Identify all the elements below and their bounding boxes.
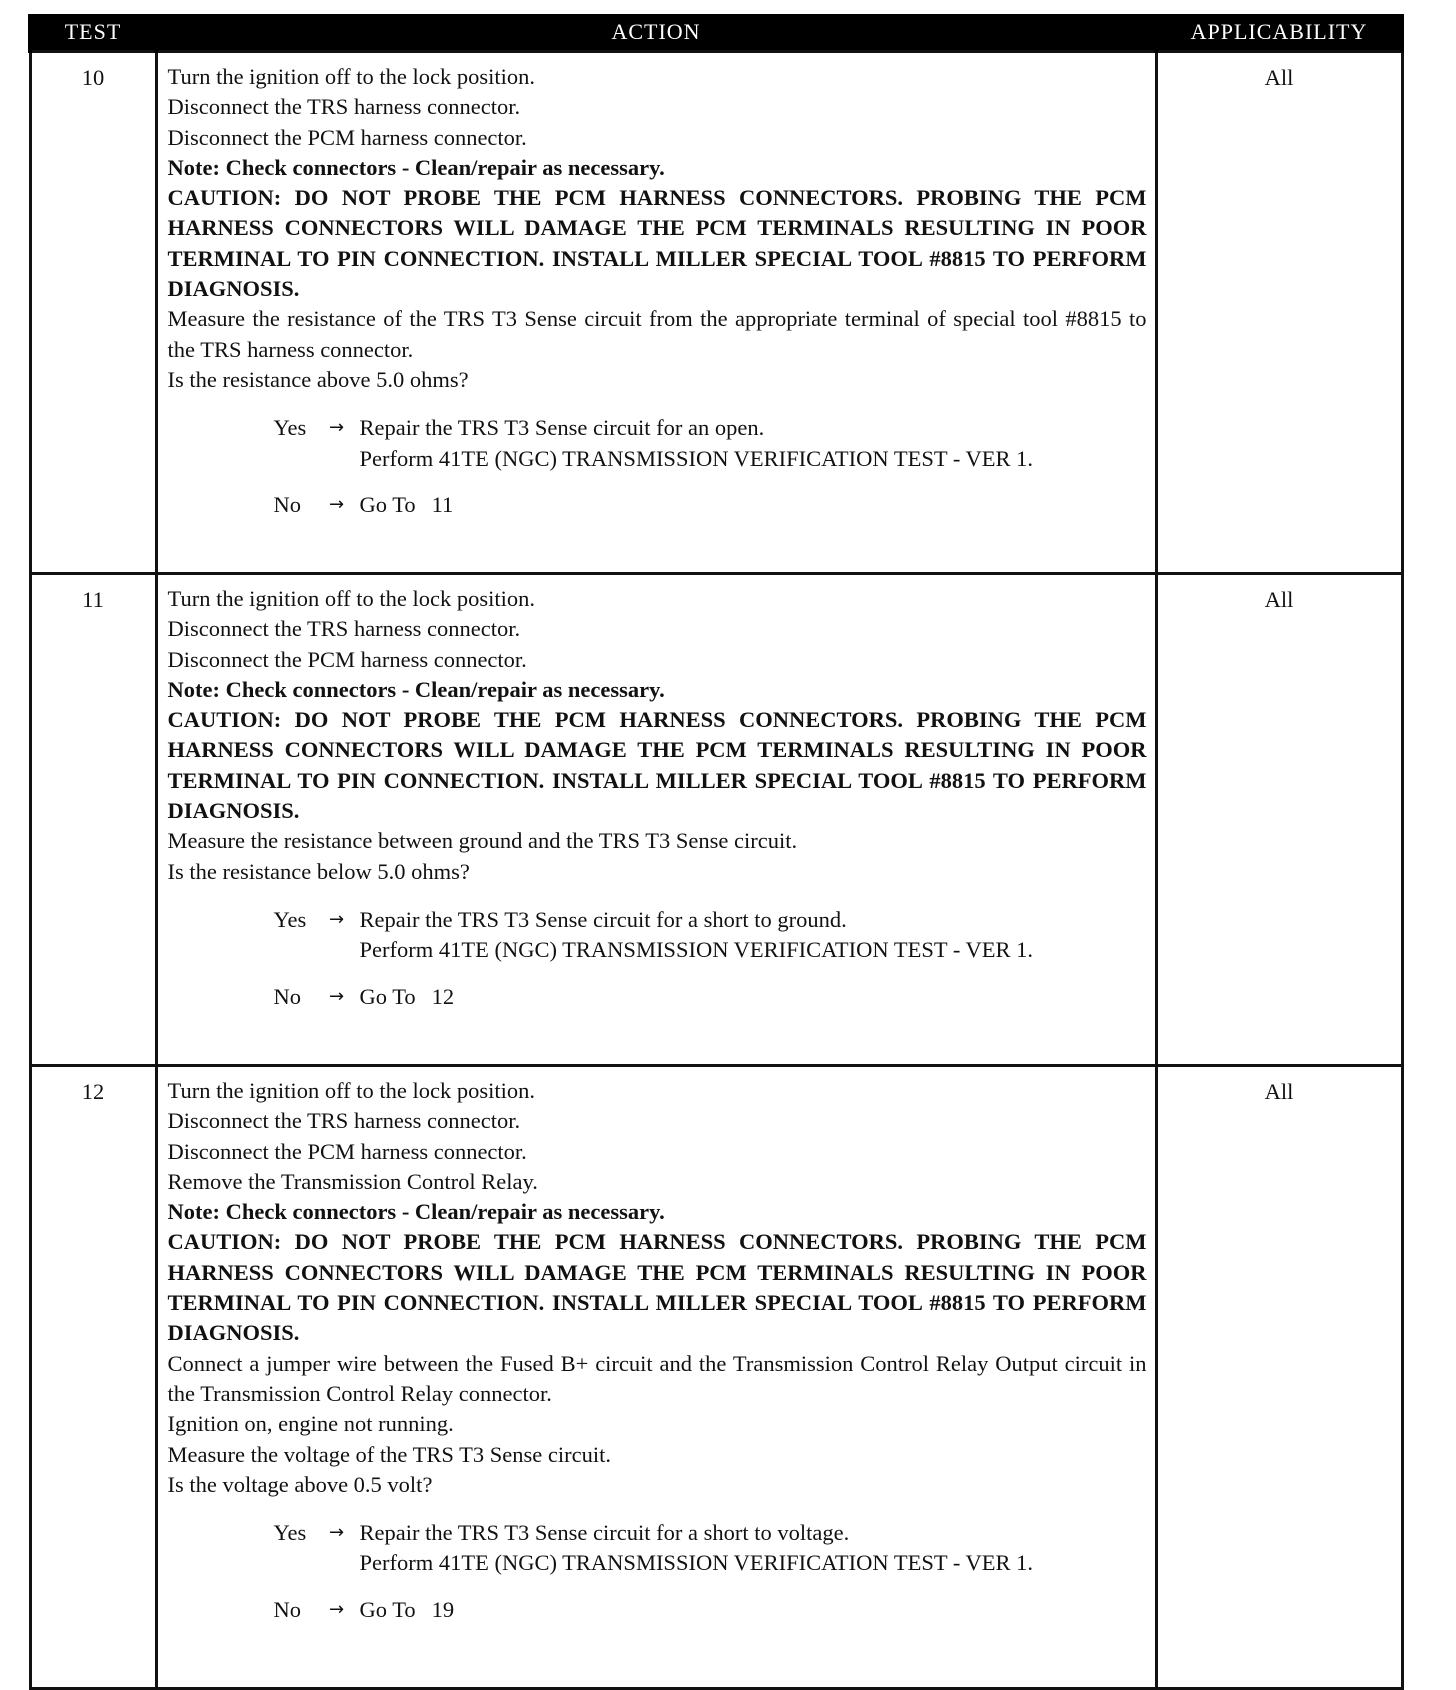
yes-action-repair: Repair the TRS T3 Sense circuit for an open. [359,415,765,441]
step-text: Disconnect the PCM harness connector. [167,646,527,672]
applicability-cell: All [1156,574,1402,1066]
right-arrow-icon: → [328,493,345,515]
goto-text [360,982,1147,1012]
goto-label: Go To [359,491,416,517]
caution-text: CAUTION: DO NOT PROBE THE PCM HARNESS CONNECTORS. PROBING THE PCM HARNESS CONNECTORS WILL DAMAGE THE PCM TERMINALS RESULTING IN POOR TERMINAL TO PIN CONNECTION. INSTALL MILLER SPECIAL TOOL #8815 TO PERFORM DIAGNOSIS. [167,707,1147,824]
yes-action [360,413,1147,474]
question-text: Is the voltage above 0.5 volt? [167,1471,433,1497]
no-label: No [273,983,301,1009]
goto-label: Go To [359,1596,416,1622]
step-text: Disconnect the TRS harness connector. [167,94,521,120]
no-label: No [273,491,301,517]
yes-branch [274,413,1147,474]
step-text: Disconnect the TRS harness connector. [167,616,521,642]
step-text: Turn the ignition off to the lock position. [167,586,536,611]
yes-action-verify: Perform 41TE (NGC) TRANSMISSION VERIFICATION TEST - VER 1. [359,937,1034,963]
yes-label: Yes [273,1520,307,1546]
action-cell [156,1066,1156,1689]
test-number: 12 [30,1066,156,1689]
table-row [30,574,1402,1066]
yes-label: Yes [273,415,307,441]
action-cell [156,574,1156,1066]
yes-action [360,1518,1147,1579]
goto-test-link[interactable]: 11 [431,491,454,517]
applicability-cell: All [1156,1066,1402,1689]
no-branch [274,1595,1147,1625]
table-row [30,1066,1402,1689]
measure-text: Measure the voltage of the TRS T3 Sense circuit. [167,1441,611,1467]
applicability-cell: All [1156,52,1402,574]
no-branch [274,490,1147,520]
no-branch [274,982,1147,1012]
action-cell [156,52,1156,574]
test-number: 11 [30,574,156,1066]
yes-action-repair: Repair the TRS T3 Sense circuit for a short to voltage. [359,1520,850,1546]
no-label: No [273,1596,301,1622]
header-applicability: APPLICABILITY [1156,14,1402,52]
right-arrow-icon: → [328,985,345,1007]
yes-branch [274,1518,1147,1579]
measure-text: Measure the resistance of the TRS T3 Sense circuit from the appropriate terminal of special tool #8815 to the TRS harness connector. [167,306,1147,362]
measure-text: Measure the resistance between ground and the TRS T3 Sense circuit. [167,828,798,854]
note-text: Note: Check connectors - Clean/repair as necessary. [167,1199,665,1225]
jumper-text: Connect a jumper wire between the Fused B+ circuit and the Transmission Control Relay Output circuit in the Transmission Control Relay connector. [167,1350,1147,1406]
caution-text: CAUTION: DO NOT PROBE THE PCM HARNESS CONNECTORS. PROBING THE PCM HARNESS CONNECTORS WILL DAMAGE THE PCM TERMINALS RESULTING IN POOR TERMINAL TO PIN CONNECTION. INSTALL MILLER SPECIAL TOOL #8815 TO PERFORM DIAGNOSIS. [167,185,1147,302]
caution-text: CAUTION: DO NOT PROBE THE PCM HARNESS CONNECTORS. PROBING THE PCM HARNESS CONNECTORS WILL DAMAGE THE PCM TERMINALS RESULTING IN POOR TERMINAL TO PIN CONNECTION. INSTALL MILLER SPECIAL TOOL #8815 TO PERFORM DIAGNOSIS. [167,1229,1147,1346]
header-test: TEST [30,14,156,52]
yes-action-verify: Perform 41TE (NGC) TRANSMISSION VERIFICATION TEST - VER 1. [359,445,1034,471]
diagnostic-test-table [28,14,1404,1690]
step-text: Disconnect the TRS harness connector. [167,1108,521,1134]
step-text: Disconnect the PCM harness connector. [167,1138,527,1164]
ignition-text: Ignition on, engine not running. [167,1411,454,1437]
note-text: Note: Check connectors - Clean/repair as necessary. [167,676,665,702]
note-text: Note: Check connectors - Clean/repair as necessary. [167,154,665,180]
goto-label: Go To [359,983,416,1009]
goto-text [360,1595,1147,1625]
goto-test-link[interactable]: 12 [431,983,455,1009]
test-number: 10 [30,52,156,574]
step-text: Turn the ignition off to the lock position. [167,64,536,89]
table-header-row [30,14,1402,52]
step-text: Turn the ignition off to the lock position. [167,1078,536,1103]
goto-text [360,490,1147,520]
header-action: ACTION [156,14,1156,52]
right-arrow-icon: → [328,417,345,439]
question-text: Is the resistance above 5.0 ohms? [167,366,469,392]
right-arrow-icon: → [328,1598,345,1620]
goto-test-link[interactable]: 19 [431,1596,455,1622]
table-row [30,52,1402,574]
right-arrow-icon: → [328,1522,345,1544]
step-text: Disconnect the PCM harness connector. [167,124,527,150]
yes-action-repair: Repair the TRS T3 Sense circuit for a short to ground. [359,906,847,932]
question-text: Is the resistance below 5.0 ohms? [167,858,470,884]
right-arrow-icon: → [328,908,345,930]
yes-action [360,905,1147,966]
yes-branch [274,905,1147,966]
step-text: Remove the Transmission Control Relay. [167,1168,538,1194]
yes-action-verify: Perform 41TE (NGC) TRANSMISSION VERIFICATION TEST - VER 1. [359,1550,1034,1576]
yes-label: Yes [273,906,307,932]
